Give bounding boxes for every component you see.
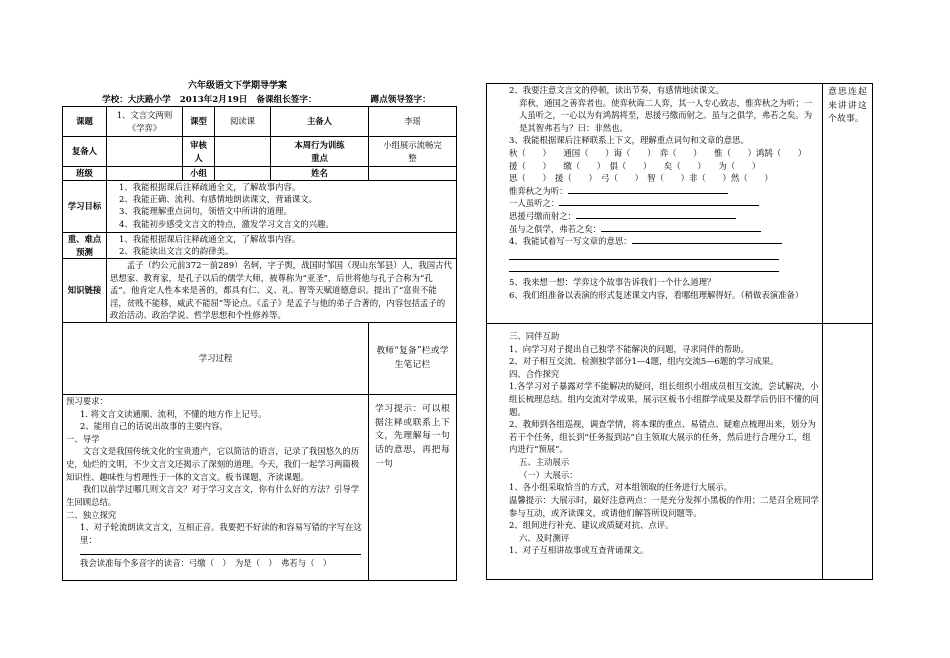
class-label: 班级 — [63, 167, 107, 181]
topic-value: 1、文言文两则《学弈》 — [107, 107, 183, 137]
director-sign-label: 蹲点领导签字： — [370, 95, 431, 105]
answer-line — [509, 260, 779, 272]
section-explore-title: 二、独立探究 — [66, 509, 117, 520]
key-points-label: 重、难点预测 — [63, 233, 107, 259]
item-6: 6、我们组准备以表演的形式复述课文内容，看哪组理解得好。（稍做表演准备） — [509, 289, 804, 300]
reading-section — [487, 84, 823, 324]
classical-text: 弈秋，通国之善弈者也。使弈秋诲二人弈，其一人专心致志，惟弈秋之为听；一人虽听之，一心以为有鸿鹄将至，思援弓缴而射之。虽与之俱学，弗若之矣。为是其智弗若与？曰：非然也。 — [519, 97, 813, 133]
type-value: 阅读课 — [215, 107, 271, 137]
process-label: 学习过程 — [63, 323, 369, 395]
name-label: 姓名 — [271, 167, 369, 181]
section-guide-question: 我们以前学过哪几则文言文？对于学习文言文，你有什么好的方法？引导学生回顾总结。 — [66, 484, 360, 507]
preview-title: 预习要求： — [66, 396, 108, 407]
show-item-1: 1、各小组采取恰当的方式，对本组领取的任务进行大展示。 — [509, 482, 733, 493]
side-note-empty — [823, 324, 873, 580]
audit-value — [215, 137, 271, 167]
goal-item: 1、我能根据课后注释疏通全文，了解故事内容。 — [119, 182, 301, 192]
section-test-title: 六、及时测评 — [519, 532, 570, 543]
group-value — [215, 167, 271, 181]
goals-list — [107, 181, 457, 233]
class-value — [107, 167, 183, 181]
process-content — [63, 395, 369, 581]
answer-line — [509, 248, 779, 260]
key-point-item: 1、我能根据课后注释疏通全文，了解故事内容。 — [119, 234, 301, 244]
test-item-1: 1、对子互相讲故事或互查背诵课文。 — [509, 545, 649, 556]
left-lesson-table — [62, 106, 457, 581]
side-note-continued: 意思连起来讲讲这个故事。 — [823, 84, 873, 324]
topic-label: 课题 — [63, 107, 107, 137]
section-peer-title: 三、同伴互助 — [509, 331, 560, 341]
coop-item-2: 2、教师到各组巡视，调查学情，将本课的重点、易错点、疑难点梳理出来，划分为若干个任务，组长到“任务报到站”自主领取大展示的任务，然后进行合理分工，组内进行“预展”。 — [509, 419, 816, 455]
peer-item-2: 2、对子相互交流、检测独学部分1—4题，组内交流5—6题的学习成果。 — [509, 356, 779, 367]
header-info-line — [102, 94, 437, 106]
notes-column-label: 教师“复备”栏或学生笔记栏 — [369, 323, 457, 395]
review-value — [107, 137, 183, 167]
item-5: 5、我来想一想：学弈这个故事告诉我们一个什么道理？ — [509, 276, 716, 287]
group-label: 小组 — [183, 167, 215, 181]
date-text: 2013年2月19日 — [179, 95, 248, 105]
show-subtitle: （一）大展示： — [519, 469, 578, 480]
week-focus-label: 本周行为训练重点 — [271, 137, 369, 167]
section-show-title: 五、主动展示 — [519, 457, 570, 468]
word-list-2: 援（ ） 缴（ ） 俱（ ） 矣（ ） 为（ ） — [509, 160, 761, 171]
word-list-1: 秋（ ） 通国（ ）诲（ ） 弈（ ） 惟（ ）鸿鹄（ ） — [509, 148, 807, 159]
host-value: 李瑶 — [369, 107, 457, 137]
host-label: 主备人 — [271, 107, 369, 137]
word-list-3: 思（ ） 援（ ） 弓（ ） 智（ ）非（ ）然（ ） — [509, 173, 773, 184]
name-value — [369, 167, 457, 181]
show-item-2: 2、组间进行补充、建议或质疑对抗、点评。 — [509, 520, 674, 531]
item-2: 2、我要注意文言文的停顿，读出节奏，有感情地读课文。 — [509, 85, 724, 95]
section-guide-text: 文言文是我国传统文化的宝贵遗产，它以简洁的语言，记录了我国悠久的历史，灿烂的文明，不少文言文还揭示了深刻的道理。今天，我们一起学习两篇极知识性、趣味性与哲理性于一体的文言文。板书课题，齐读课题。 — [66, 446, 360, 482]
document-title: 六年级语文下学期导学案 — [187, 81, 287, 91]
item-3: 3、我能根据课后注释联系上下文，理解重点词句和文章的意思。 — [509, 135, 749, 146]
sentence-2: 一人虽听之： — [495, 197, 819, 210]
coop-item-1: 1.各学习对子暴露对学不能解决的疑问，组长组织小组成员相互交流，尝试解决，小组长梳理总结。组内交流对学成果，展示区板书小组群学成果及群学后仍旧不懂的问题。 — [509, 381, 819, 417]
study-tip-note: 学习提示：可以根据注释或联系上下文，先理解每一句话的意思，再把每一句 — [369, 395, 457, 581]
week-focus-value: 小组展示流畅完整 — [369, 137, 457, 167]
goal-item: 2、我能正确、流利、有感情地朗读课文，背诵课文。 — [119, 194, 317, 205]
knowledge-text: 孟子（约公元前372－前289）名轲，字子舆，战国时邹国（现山东邹县）人，我国古代思想家、教育家，是孔子以后的儒学大师，被尊称为“亚圣”，后世将他与孔子合称为“孔孟”。他肯定人性本来是善的，都具有仁、义、礼、智等天赋道德意识。提出了“富贵不能淫，贫贱不能移，威武不能屈”等论点。《孟子》是孟子与他的弟子合著的，内容包括孟子的政治活动、政治学说、哲学思想和个性修养等。 — [107, 259, 457, 323]
peer-item-1: 1、向学习对子提出自己独学不能解决的问题，寻求同伴的帮助。 — [509, 343, 749, 354]
explore-item-1: 1、对子轮流朗读文言文，互相正音。我要把不好读的和容易写错的字写在这里： — [80, 522, 362, 545]
goals-label: 学习目标 — [63, 181, 107, 233]
review-label: 复备人 — [63, 137, 107, 167]
section-coop-title: 四、合作探究 — [509, 368, 560, 379]
section-guide-title: 一、导学 — [66, 433, 100, 444]
sentence-3: 思援弓缴而射之： — [495, 210, 819, 223]
knowledge-label: 知识链接 — [63, 259, 107, 323]
preview-item: 1. 将文言文读通顺、流利，不懂的地方作上记号。 — [80, 408, 267, 419]
school-name: 学校：大庆路小学 — [102, 95, 171, 105]
goal-item: 3、我能理解重点词句，领悟文中所讲的道理。 — [119, 206, 292, 217]
key-point-item: 2、我能读出文言文的韵律美。 — [119, 246, 234, 257]
audit-label: 审核人 — [183, 137, 215, 167]
sentence-1: 惟弈秋之为听： — [495, 185, 819, 198]
show-tip: 温馨提示：大展示时，最好注意两点：一是充分发挥小黑板的作用；二是召全班同学参与互动，或齐读课文，或请他们解答所设问题等。 — [509, 494, 819, 518]
polyphone-item: 我会读准每个多音字的读音：弓缴（ ） 为是（ ） 弗若与（ ） — [80, 558, 332, 569]
key-points-list — [107, 233, 457, 259]
leader-sign-label: 备课组长签字： — [256, 95, 317, 105]
goal-item: 4、我能初步感受文言文的特点，激发学习文言文的兴趣。 — [119, 218, 334, 229]
right-lesson-table — [486, 83, 873, 580]
type-label: 课型 — [183, 107, 215, 137]
item-4: 4、我能试着写一写文章的意思： — [495, 235, 819, 248]
collaboration-section — [487, 324, 823, 580]
sentence-4: 虽与之俱学，弗若之矣： — [495, 223, 819, 236]
answer-line — [80, 546, 361, 555]
preview-item: 2、能用自己的话说出故事的主要内容。 — [80, 421, 228, 432]
